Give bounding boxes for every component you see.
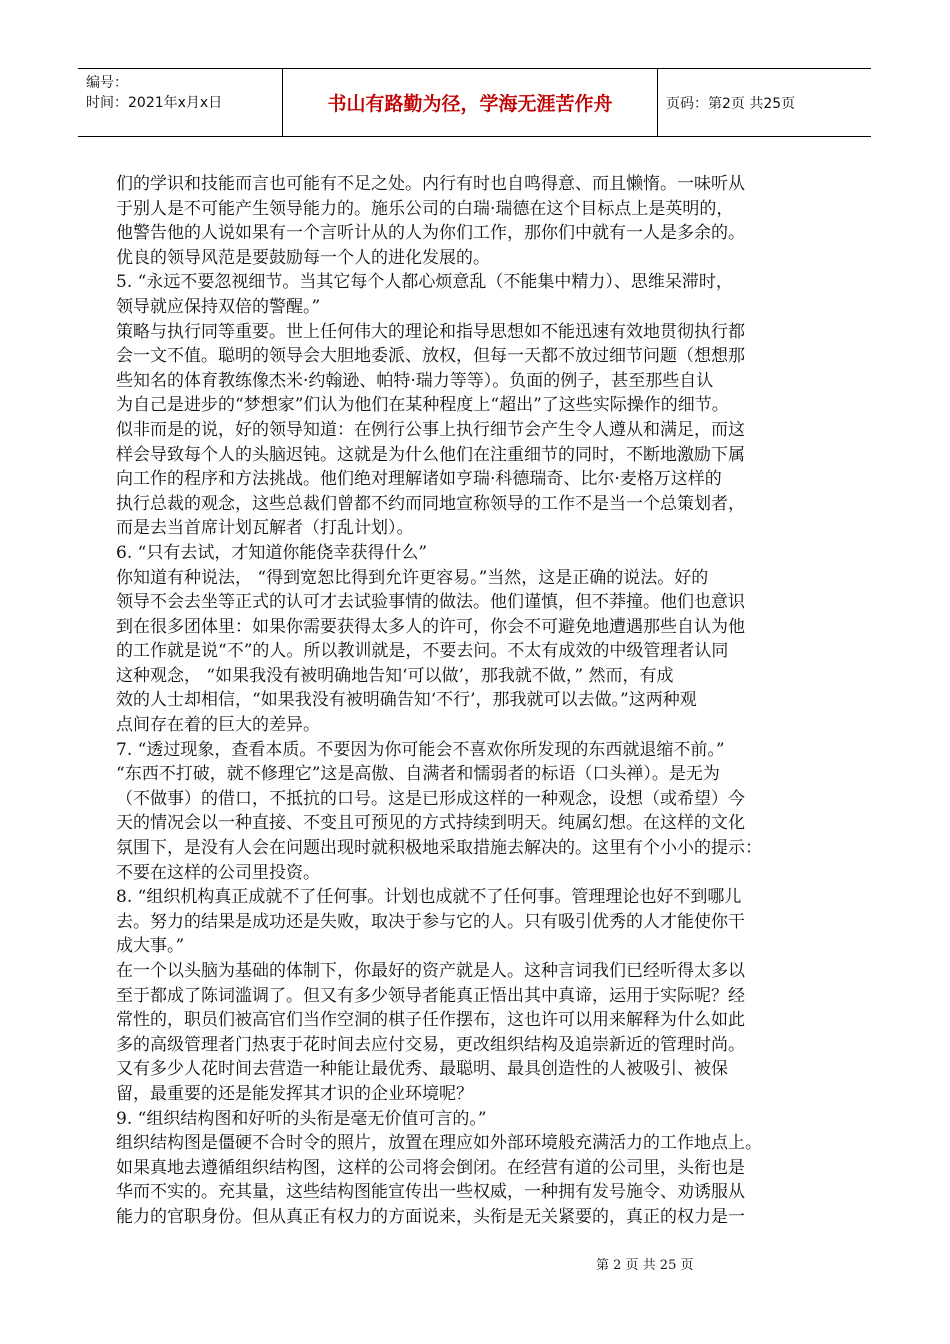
text-line: 效的人士却相信，“如果我没有被明确告知‘不行’，那我就可以去做。”这两种观	[116, 690, 697, 711]
text-line: 到在很多团体里：如果你需要获得太多人的许可，你会不可避免地遭遇那些自认为他	[116, 616, 745, 637]
text-line: 似非而是的说，好的领导知道：在例行公事上执行细节会产生令人遵从和满足，而这	[116, 419, 745, 440]
text-line: 会一文不值。聪明的领导会大胆地委派、放权，但每一天都不放过细节问题（想想那	[116, 346, 745, 367]
page-header	[78, 68, 871, 137]
text-line: 能力的官职身份。但从真正有权力的方面说来，头衔是无关紧要的，真正的权力是一	[116, 1206, 745, 1227]
text-line: （不做事）的借口，不抵抗的口号。这是已形成这样的一种观念，设想（或希望）今	[116, 788, 745, 809]
text-line: 点间存在着的巨大的差异。	[116, 715, 320, 736]
text-line: 于别人是不可能产生领导能力的。施乐公司的白瑞·瑞德在这个目标点上是英明的，	[116, 198, 734, 219]
text-line: 的工作就是说“不”的人。所以教训就是，不要去问。不太有成效的中级管理者认同	[116, 641, 729, 662]
text-line: 如果真地去遵循组织结构图，这样的公司将会倒闭。在经营有道的公司里，头衔也是	[116, 1157, 745, 1178]
text-line: 常性的，职员们被高官们当作空洞的棋子任作摆布，这也许可以用来解释为什么如此	[116, 1010, 745, 1031]
text-line: 优良的领导风范是要鼓励每一个人的进化发展的。	[116, 247, 490, 268]
text-line: 而是去当首席计划瓦解者（打乱计划）。	[116, 518, 414, 539]
text-line: 样会导致每个人的头脑迟钝。这就是为什么他们在注重细节的同时，不断地激励下属	[116, 444, 745, 465]
text-line: 7. “透过现象，查看本质。不要因为你可能会不喜欢你所发现的东西就退缩不前。”	[116, 739, 725, 760]
text-line: 领导就应保持双倍的警醒。”	[116, 296, 321, 317]
text-line: 在一个以头脑为基础的体制下，你最好的资产就是人。这种言词我们已经听得太多以	[116, 961, 745, 981]
page-footer: 第 2 页 共 25 页	[596, 1258, 694, 1273]
text-line: 领导不会去坐等正式的认可才去试验事情的做法。他们谨慎，但不莽撞。他们也意识	[116, 592, 745, 613]
text-line: 去。努力的结果是成功还是失败，取决于参与它的人。只有吸引优秀的人才能使你干	[116, 911, 745, 932]
document-number-label: 编号：	[86, 75, 128, 91]
body-text	[116, 172, 842, 1230]
text-line: 至于都成了陈词滥调了。但又有多少领导者能真正悟出其中真谛，运用于实际呢？经	[116, 985, 745, 1006]
text-line: 多的高级管理者门热衷于花时间去应付交易，更改组织结构及追崇新近的管理时尚。	[116, 1034, 745, 1055]
header-meta	[78, 69, 283, 136]
text-line: 不要在这样的公司里投资。	[116, 862, 320, 883]
text-line: 5. “永远不要忽视细节。当其它每个人都心烦意乱（不能集中精力）、思维呆滞时，	[116, 272, 733, 293]
text-line: 他警告他的人说如果有一个言听计从的人为你们工作，那你们中就有一人是多余的。	[116, 223, 745, 244]
text-line: 策略与执行同等重要。世上任何伟大的理论和指导思想如不能迅速有效地贯彻执行都	[116, 321, 745, 342]
text-line: 你知道有种说法， “得到宽恕比得到允许更容易。”当然，这是正确的说法。好的	[116, 567, 709, 588]
text-line: 6. “只有去试，才知道你能侥幸获得什么”	[116, 542, 428, 563]
document-time-label: 时间：2021年x月x日	[86, 95, 223, 111]
text-line: 些知名的体育教练像杰米·约翰逊、帕特·瑞力等等）。负面的例子，甚至那些自认	[116, 370, 714, 391]
text-line: 留，最重要的还是能发挥其才识的企业环境呢？	[116, 1083, 473, 1104]
text-line: 9. “组织结构图和好听的头衔是毫无价值可言的。”	[116, 1108, 487, 1129]
text-line: 天的情况会以一种直接、不变且可预见的方式持续到明天。纯属幻想。在这样的文化	[116, 813, 745, 834]
text-line: 向工作的程序和方法挑战。他们绝对理解诸如亨瑞·科德瑞奇、比尔·麦格万这样的	[116, 469, 722, 490]
text-line: 执行总裁的观念，这些总裁们曾都不约而同地宣称领导的工作不是当一个总策划者，	[116, 493, 745, 514]
text-line: 华而不实的。充其量，这些结构图能宣传出一些权威，一种拥有发号施令、劝诱服从	[116, 1182, 745, 1203]
text-line: 们的学识和技能而言也可能有不足之处。内行有时也自鸣得意、而且懒惰。一味听从	[116, 174, 745, 194]
text-line: “东西不打破，就不修理它”这是高傲、自满者和懦弱者的标语（口头禅）。是无为	[116, 764, 720, 785]
header-page-number: 页码：第2页 共25页	[666, 95, 796, 112]
text-line: 8. “组织机构真正成就不了任何事。计划也成就不了任何事。管理理论也好不到哪儿	[116, 887, 742, 908]
text-line: 又有多少人花时间去营造一种能让最优秀、最聪明、最具创造性的人被吸引、被保	[116, 1059, 728, 1080]
text-line: 这种观念， “如果我没有被明确地告知‘可以做’，那我就不做，” 然而，有成	[116, 665, 674, 686]
text-line: 为自己是进步的“梦想家”们认为他们在某种程度上“超出”了这些实际操作的细节。	[116, 395, 729, 416]
text-line: 成大事。”	[116, 936, 185, 957]
text-line: 组织结构图是僵硬不合时令的照片，放置在理应如外部环境般充满活力的工作地点上。	[116, 1133, 762, 1154]
text-line: 氛围下，是没有人会在问题出现时就积极地采取措施去解决的。这里有个小小的提示：	[116, 838, 762, 859]
header-motto: 书山有路勤为径，学海无涯苦作舟	[283, 69, 658, 136]
